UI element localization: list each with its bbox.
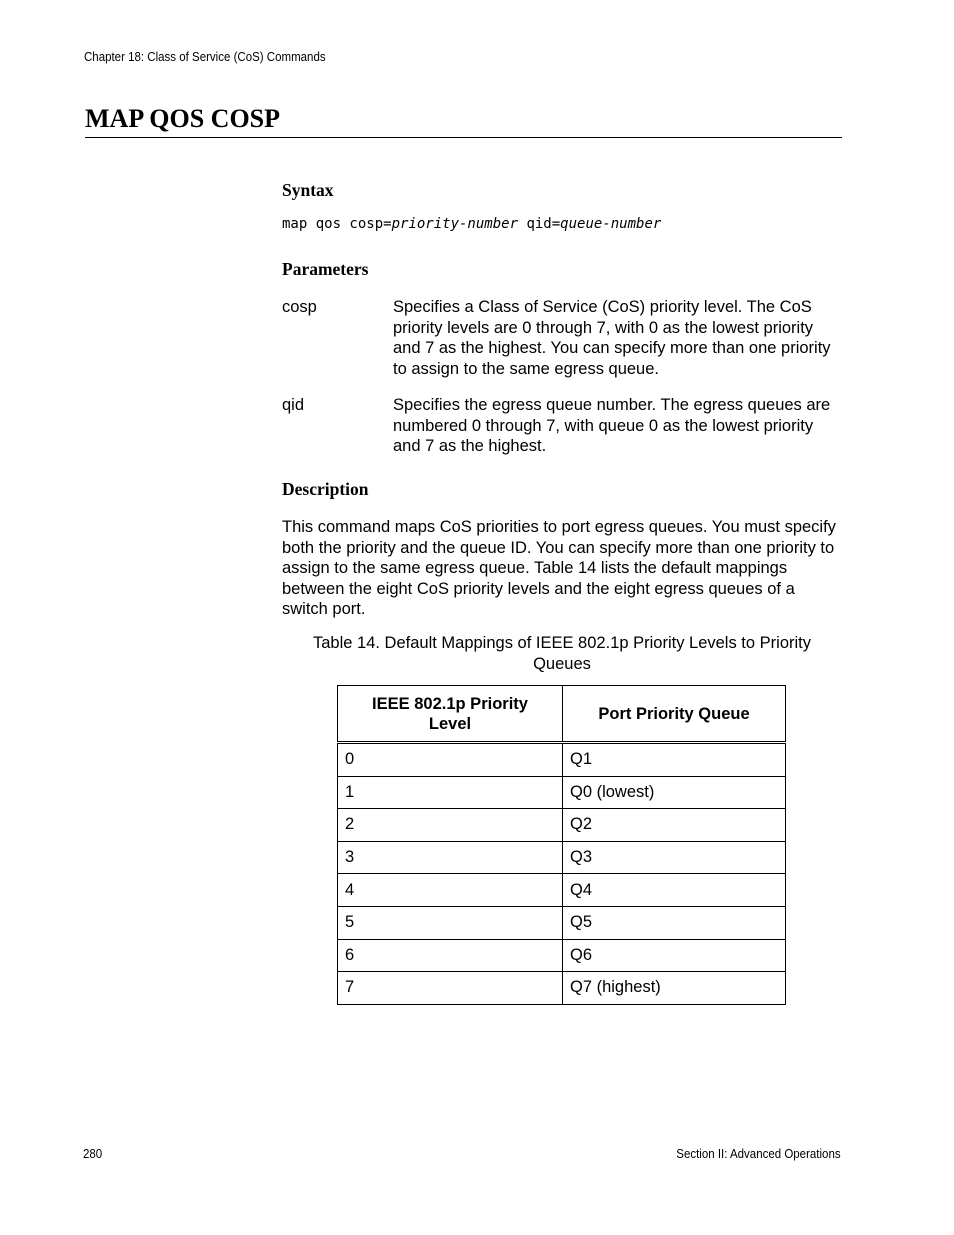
- syntax-command-text: map qos cosp=: [282, 216, 392, 232]
- page-number: 280: [83, 1147, 103, 1161]
- priority-level-cell: 5: [338, 906, 563, 939]
- syntax-variable-priority: priority-number: [391, 216, 519, 232]
- syntax-variable-queue: queue-number: [560, 216, 662, 232]
- description-heading: Description: [282, 479, 369, 499]
- syntax-command: [282, 216, 661, 232]
- priority-level-cell: 3: [338, 841, 563, 874]
- table-row: [338, 743, 786, 777]
- priority-queue-cell: Q2: [563, 809, 786, 842]
- table-row: [338, 841, 786, 874]
- priority-queue-cell: Q5: [563, 906, 786, 939]
- priority-level-cell: 1: [338, 776, 563, 809]
- table-row: [338, 972, 786, 1005]
- column-header: Port Priority Queue: [563, 686, 786, 743]
- priority-level-cell: 6: [338, 939, 563, 972]
- syntax-heading: Syntax: [282, 180, 334, 200]
- table-header-row: [338, 686, 786, 743]
- syntax-command-text: qid=: [518, 216, 561, 232]
- description-text: This command maps CoS priorities to port egress queues. You must specify both the priority and the queue ID. You can specify more than one priority to assign to the same egress queue. Table 14 lists the default mappings between the eight CoS priority levels and the eight egress queues of a switch port.: [282, 518, 836, 618]
- table-row: [338, 939, 786, 972]
- mapping-table: [337, 685, 786, 1005]
- parameter-term: cosp: [282, 298, 317, 316]
- priority-level-cell: 4: [338, 874, 563, 907]
- priority-queue-cell: Q7 (highest): [563, 972, 786, 1005]
- table-row: [338, 809, 786, 842]
- parameter-term: qid: [282, 396, 305, 414]
- parameters-heading: Parameters: [282, 259, 369, 279]
- priority-queue-cell: Q6: [563, 939, 786, 972]
- priority-queue-cell: Q1: [563, 743, 786, 777]
- parameter-definition: Specifies a Class of Service (CoS) priority level. The CoS priority levels are 0 through 7, with 0 as the lowest priority and 7 as the highest. You can specify more than one priority to assign to the same egress queue.: [393, 298, 831, 378]
- priority-level-cell: 0: [338, 743, 563, 777]
- priority-level-cell: 7: [338, 972, 563, 1005]
- priority-queue-cell: Q4: [563, 874, 786, 907]
- table-caption: Table 14. Default Mappings of IEEE 802.1p Priority Levels to Priority Queues: [312, 634, 811, 673]
- footer-section-title: Section II: Advanced Operations: [676, 1147, 841, 1161]
- page-title: MAP QOS COSP: [85, 104, 842, 138]
- priority-queue-cell: Q3: [563, 841, 786, 874]
- column-header: IEEE 802.1p Priority Level: [338, 686, 563, 743]
- table-row: [338, 874, 786, 907]
- table-row: [338, 906, 786, 939]
- running-header: Chapter 18: Class of Service (CoS) Commands: [84, 50, 326, 64]
- priority-level-cell: 2: [338, 809, 563, 842]
- parameter-definition: Specifies the egress queue number. The egress queues are numbered 0 through 7, with queue 0 as the lowest priority and 7 as the highest.: [393, 396, 831, 455]
- table-row: [338, 776, 786, 809]
- priority-queue-cell: Q0 (lowest): [563, 776, 786, 809]
